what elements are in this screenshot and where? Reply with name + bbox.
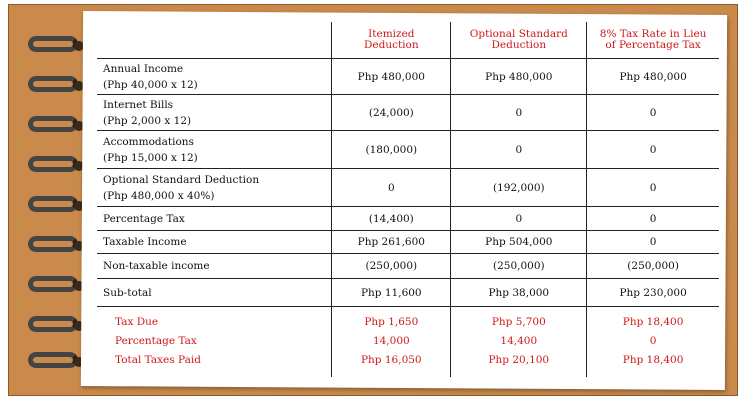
cell-value: Php 230,000 xyxy=(587,279,719,307)
cell-value: 0 xyxy=(451,207,587,231)
cell-value: (250,000) xyxy=(587,254,719,279)
summary-optional xyxy=(451,307,587,377)
cell-value: 14,400 xyxy=(500,335,538,348)
cell-value: Php 480,000 xyxy=(587,59,719,95)
cell-value: (24,000) xyxy=(332,95,451,131)
spiral-ring-icon xyxy=(28,316,86,338)
cell-value: 0 xyxy=(587,95,719,131)
row-label: Sub-total xyxy=(97,279,332,307)
summary-8-percent xyxy=(587,307,719,377)
column-header-optional-standard: Optional Standard Deduction xyxy=(451,22,587,59)
spiral-ring-icon xyxy=(28,156,86,178)
cell-value: 14,000 xyxy=(372,335,410,348)
spiral-ring-icon xyxy=(28,196,86,218)
cell-value: (250,000) xyxy=(332,254,451,279)
cell-value: Php 18,400 xyxy=(622,354,684,367)
cell-value: Php 18,400 xyxy=(622,316,684,329)
cell-value: Php 480,000 xyxy=(332,59,451,95)
summary-label: Percentage Tax xyxy=(115,335,197,348)
summary-labels xyxy=(97,307,332,377)
row-label: Internet Bills (Php 2,000 x 12) xyxy=(97,95,332,131)
table-row xyxy=(97,207,719,231)
table-row xyxy=(97,95,719,131)
cell-value: Php 480,000 xyxy=(451,59,587,95)
table-row xyxy=(97,231,719,254)
spiral-ring-icon xyxy=(28,236,86,258)
spiral-ring-icon xyxy=(28,76,86,98)
cell-value: Php 261,600 xyxy=(332,231,451,254)
cell-value: 0 xyxy=(332,169,451,207)
table-header-row xyxy=(97,22,719,59)
cell-value: Php 38,000 xyxy=(451,279,587,307)
cell-value: 0 xyxy=(587,169,719,207)
summary-itemized xyxy=(332,307,451,377)
table-row xyxy=(97,131,719,169)
cell-value: (192,000) xyxy=(451,169,587,207)
tax-comparison-table xyxy=(97,22,719,377)
row-label: Percentage Tax xyxy=(97,207,332,231)
cell-value: (14,400) xyxy=(332,207,451,231)
cell-value: Php 11,600 xyxy=(332,279,451,307)
column-header-itemized: Itemized Deduction xyxy=(332,22,451,59)
cell-value: (180,000) xyxy=(332,131,451,169)
spiral-ring-icon xyxy=(28,276,86,298)
cell-value: 0 xyxy=(587,131,719,169)
cell-value: Php 5,700 xyxy=(491,316,546,329)
summary-label: Total Taxes Paid xyxy=(115,354,201,367)
corner-cell xyxy=(97,22,332,59)
row-label: Annual Income (Php 40,000 x 12) xyxy=(97,59,332,95)
row-label: Taxable Income xyxy=(97,231,332,254)
cell-value: 0 xyxy=(451,95,587,131)
cell-value: Php 1,650 xyxy=(364,316,419,329)
spiral-ring-icon xyxy=(28,36,86,58)
cell-value: (250,000) xyxy=(451,254,587,279)
table-row xyxy=(97,254,719,279)
column-header-8-percent: 8% Tax Rate in Lieu of Percentage Tax xyxy=(587,22,719,59)
spiral-ring-icon xyxy=(28,116,86,138)
row-label: Accommodations (Php 15,000 x 12) xyxy=(97,131,332,169)
table-row xyxy=(97,169,719,207)
summary-row xyxy=(97,307,719,377)
summary-label: Tax Due xyxy=(115,316,159,329)
cell-value: 0 xyxy=(587,231,719,254)
cell-value: 0 xyxy=(451,131,587,169)
spiral-ring-icon xyxy=(28,352,86,374)
cell-value: Php 20,100 xyxy=(488,354,550,367)
cell-value: 0 xyxy=(649,335,657,348)
cell-value: Php 16,050 xyxy=(360,354,422,367)
table-row xyxy=(97,59,719,95)
table-row xyxy=(97,279,719,307)
row-label: Optional Standard Deduction (Php 480,000 x 40%) xyxy=(97,169,332,207)
cell-value: Php 504,000 xyxy=(451,231,587,254)
cell-value: 0 xyxy=(587,207,719,231)
row-label: Non-taxable income xyxy=(97,254,332,279)
